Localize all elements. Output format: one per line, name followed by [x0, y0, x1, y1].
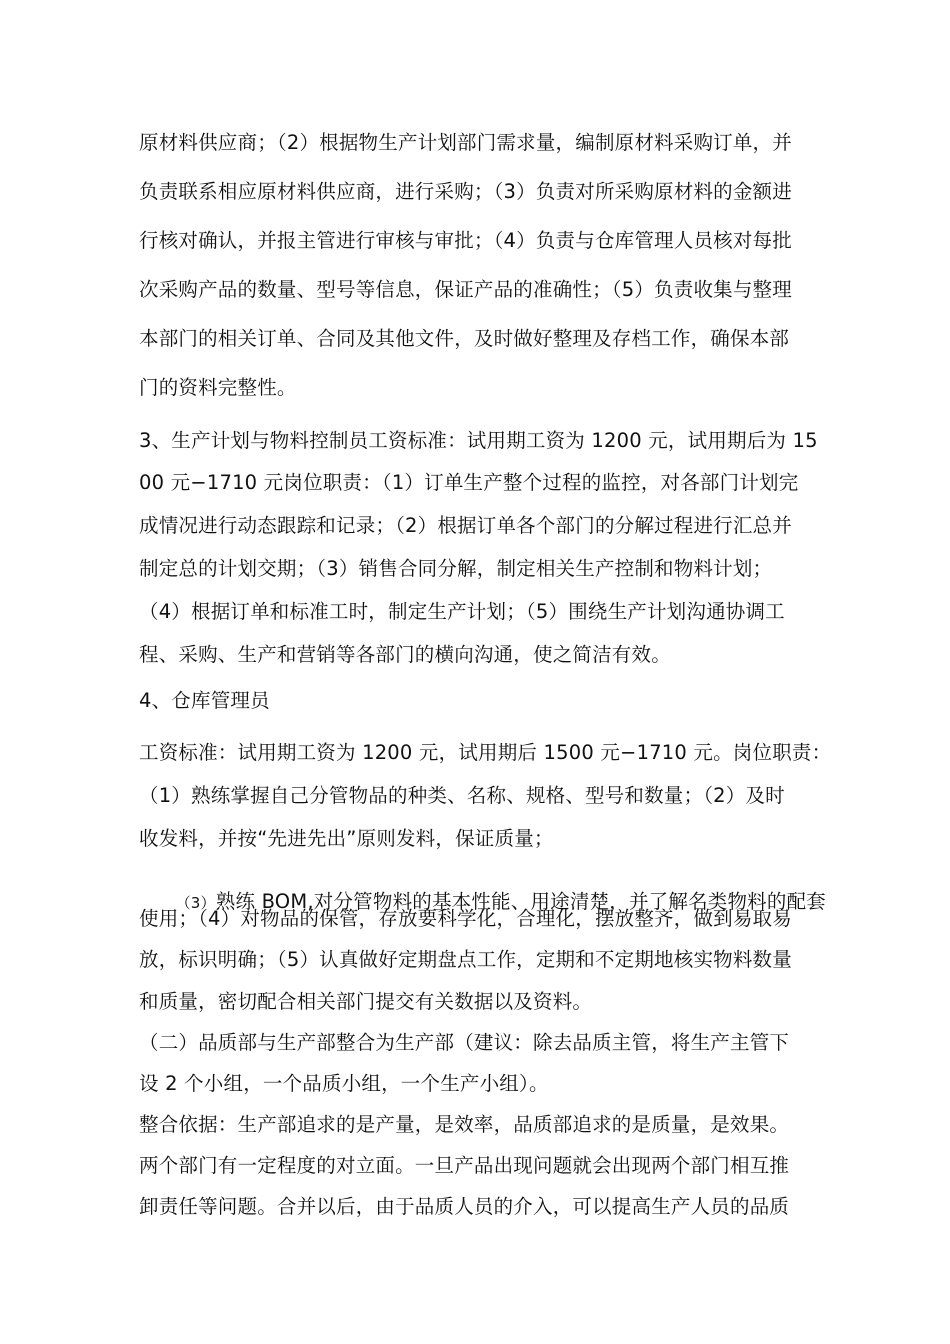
- text-line: （1）熟练掌握自己分管物品的种类、名称、规格、型号和数量；（2）及时: [139, 784, 785, 807]
- text-line: 成情况进行动态跟踪和记录；（2）根据订单各个部门的分解过程进行汇总并: [139, 514, 792, 537]
- text-line: 卸责任等问题。合并以后，由于品质人员的介入，可以提高生产人员的品质: [139, 1195, 790, 1218]
- text-line: 和质量，密切配合相关部门提交有关数据以及资料。: [139, 990, 593, 1013]
- text-line: （二）品质部与生产部整合为生产部（建议：除去品质主管，将生产主管下: [139, 1031, 790, 1054]
- text-line: 工资标准：试用期工资为 1200 元，试用期后 1500 元−1710 元。岗位职责：: [139, 741, 832, 764]
- text-line: 制定总的计划交期；（3）销售合同分解，制定相关生产控制和物料计划；: [139, 557, 773, 580]
- text-line: （4）根据订单和标准工时，制定生产计划；（5）围绕生产计划沟通协调工: [139, 600, 785, 623]
- section-heading: 4、仓库管理员: [139, 689, 270, 712]
- text-line: 设 2 个小组，一个品质小组，一个生产小组）。: [139, 1072, 549, 1095]
- text-line: 00 元−1710 元岗位职责：（1）订单生产整个过程的监控，对各部门计划完: [139, 471, 799, 494]
- text-line-content: 熟练 BOM,对分管物料的基本性能、用途清楚，并了解名类物料的配套: [215, 890, 826, 913]
- text-line: 两个部门有一定程度的对立面。一旦产品出现问题就会出现两个部门相互推: [139, 1154, 790, 1177]
- text-line: 次采购产品的数量、型号等信息，保证产品的准确性；（5）负责收集与整理: [139, 278, 792, 301]
- text-line: 行核对确认，并报主管进行审核与审批；（4）负责与仓库管理人员核对每批: [139, 229, 792, 252]
- text-line: 使用；（4）对物品的保管，存放要科学化，合理化，摆放整齐，做到易取易: [139, 907, 792, 930]
- text-line: 本部门的相关订单、合同及其他文件，及时做好整理及存档工作，确保本部: [139, 327, 790, 350]
- text-line: 3、生产计划与物料控制员工资标准：试用期工资为 1200 元，试用期后为 15: [139, 429, 818, 452]
- list-marker: （3）: [175, 894, 216, 912]
- text-line: 整合依据：生产部追求的是产量，是效率，品质部追求的是质量，是效果。: [139, 1113, 790, 1136]
- text-line: 放，标识明确；（5）认真做好定期盘点工作，定期和不定期地核实物料数量: [139, 948, 792, 971]
- text-line: 负责联系相应原材料供应商，进行采购；（3）负责对所采购原材料的金额进: [139, 180, 792, 203]
- text-line: 门的资料完整性。: [139, 376, 297, 399]
- text-line: 程、采购、生产和营销等各部门的横向沟通，使之简洁有效。: [139, 643, 671, 666]
- text-line: 原材料供应商；（2）根据物生产计划部门需求量，编制原材料采购订单，并: [139, 131, 792, 154]
- text-line: 收发料，并按“先进先出”原则发料，保证质量；: [139, 827, 554, 850]
